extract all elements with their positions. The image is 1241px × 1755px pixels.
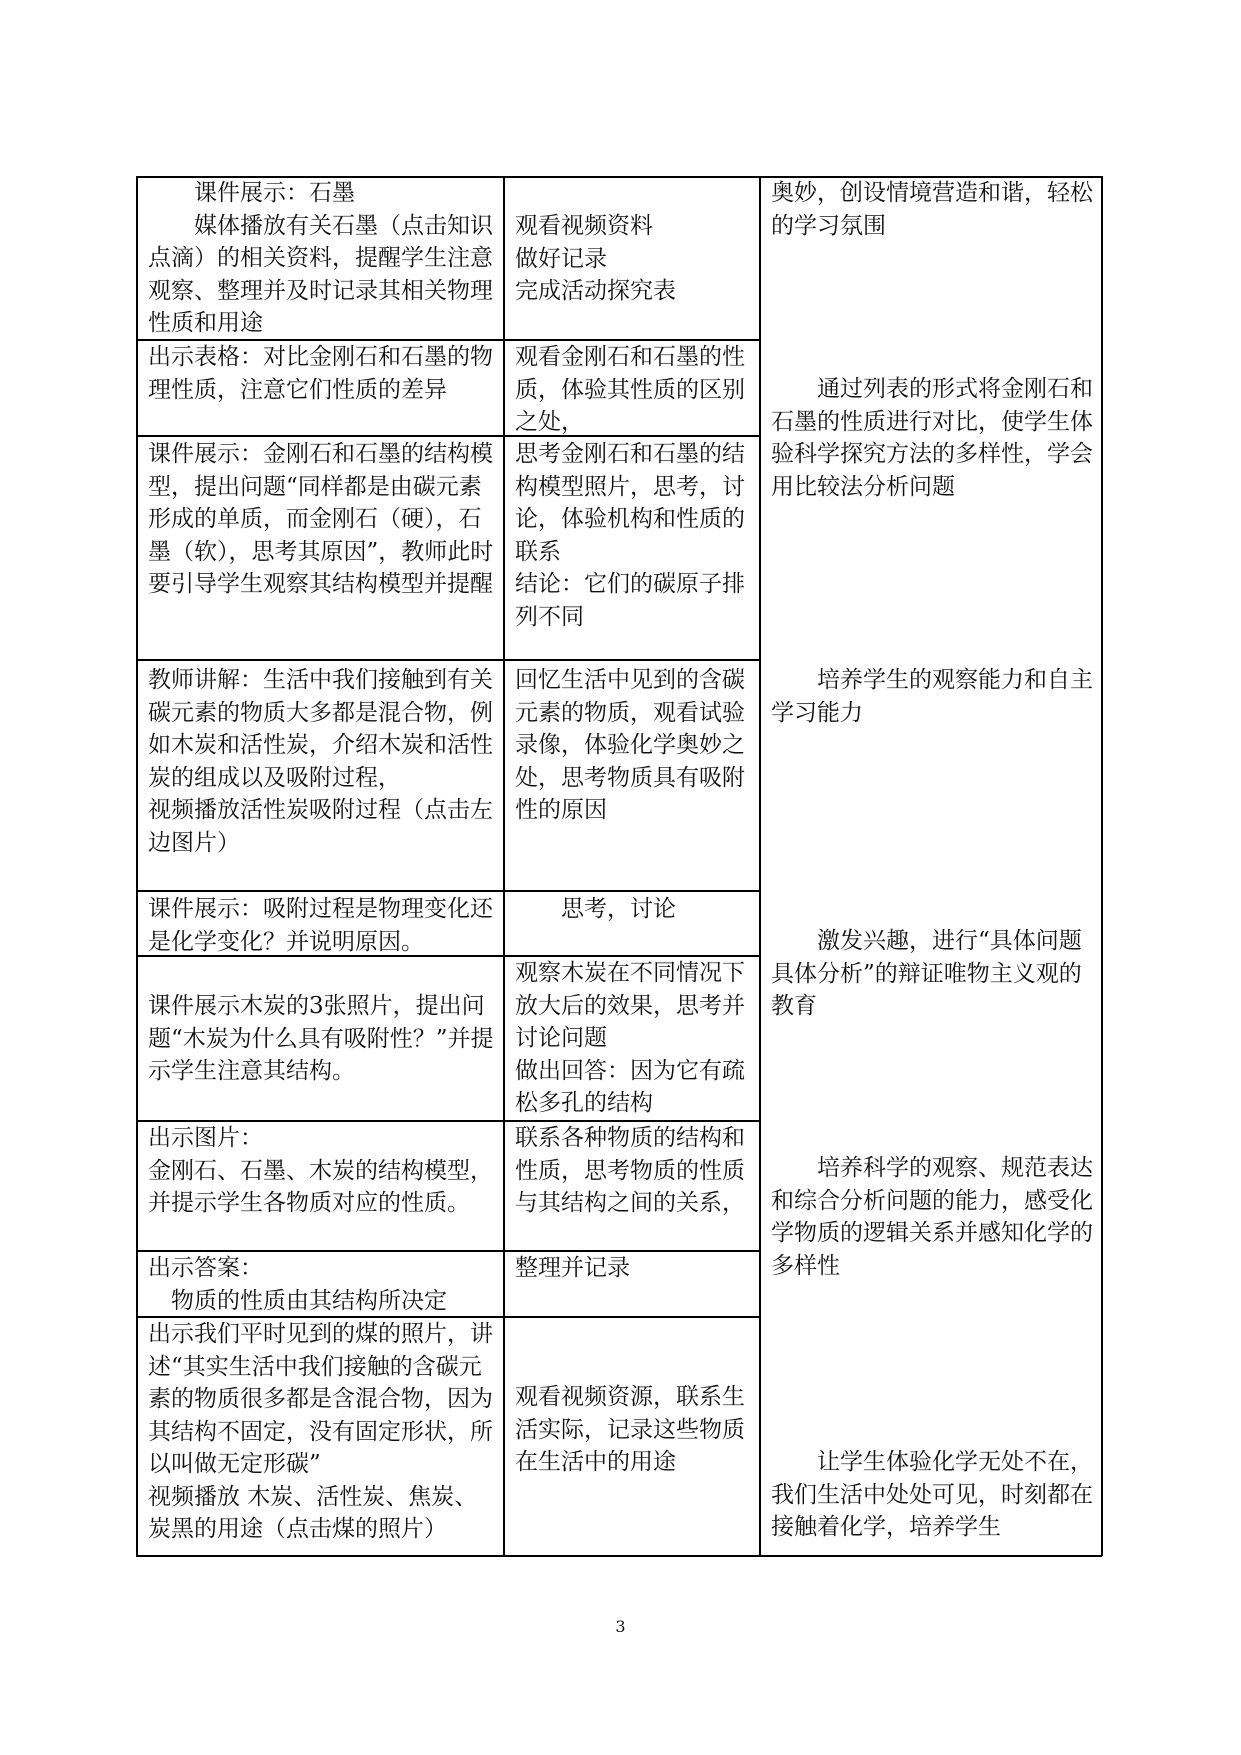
design-intent-cell: 通过列表的形式将金刚石和石墨的性质进行对比，使学生体验科学探究方法的多样性，学会用比较法分析问题: [771, 376, 1093, 500]
student-activity-cell: 整理并记录: [515, 1255, 630, 1281]
teacher-activity-cell: 教师讲解：生活中我们接触到有关碳元素的物质大多都是混合物，例如木炭和活性炭，介绍木炭和活性炭的组成以及吸附过程， 视频播放活性炭吸附过程（点击左边图片）: [148, 667, 493, 856]
table-border-left: [136, 176, 138, 1556]
teacher-activity-cell: 课件展示：金刚石和石墨的结构模型，提出问题“同样都是由碳元素形成的单质，而金刚石（硬），石墨（软），思考其原因”，教师此时要引导学生观察其结构模型并提醒: [148, 441, 494, 597]
student-activity-cell: 联系各种物质的结构和性质，思考物质的性质与其结构之间的关系，: [515, 1125, 745, 1216]
student-activity-cell: 观看视频资料 做好记录 完成活动探究表: [515, 213, 676, 304]
teacher-activity-cell: 课件展示木炭的3张照片，提出问题“木炭为什么具有吸附性？”并提示学生注意其结构。: [148, 993, 494, 1084]
student-activity-cell: 思考金刚石和石墨的结构模型照片，思考，讨论，体验机构和性质的联系 结论：它们的碳原子排列不同: [515, 441, 745, 630]
student-activity-cell: 观看视频资源，联系生活实际，记录这些物质在生活中的用途: [515, 1384, 745, 1475]
row-divider: [136, 659, 760, 661]
teacher-activity-cell: 出示答案： 物质的性质由其结构所决定: [148, 1255, 447, 1314]
design-intent-cell: 培养科学的观察、规范表达和综合分析问题的能力，感受化学物质的逻辑关系并感知化学的多样性: [771, 1155, 1093, 1279]
design-intent-cell: 奥妙，创设情境营造和谐，轻松的学习氛围: [771, 180, 1093, 239]
student-activity-cell: 观看金刚石和石墨的性质，体验其性质的区别之处，: [515, 344, 745, 435]
page-number: 3: [615, 1617, 626, 1636]
student-activity-cell: 思考，讨论: [515, 896, 676, 922]
teacher-activity-cell: 课件展示：吸附过程是物理变化还是化学变化？并说明原因。: [148, 896, 493, 955]
row-divider: [136, 890, 760, 892]
student-activity-cell: 回忆生活中见到的含碳元素的物质，观看试验录像，体验化学奥妙之处，思考物质具有吸附性的原因: [515, 667, 745, 823]
teacher-activity-cell: 出示图片： 金刚石、石墨、木炭的结构模型，并提示学生各物质对应的性质。: [148, 1125, 493, 1216]
table-border-bottom: [136, 1555, 1102, 1557]
teacher-activity-cell: 出示表格：对比金刚石和石墨的物理性质，注意它们性质的差异: [148, 344, 493, 403]
design-intent-cell: 激发兴趣，进行“具体问题具体分析”的辩证唯物主义观的教育: [771, 928, 1082, 1019]
table-border-right: [1101, 176, 1103, 1556]
table-divider-2: [759, 176, 761, 1556]
design-intent-cell: 培养学生的观察能力和自主学习能力: [771, 667, 1093, 726]
student-activity-cell: 观察木炭在不同情况下放大后的效果，思考并讨论问题 做出回答：因为它有疏松多孔的结构: [515, 960, 745, 1116]
design-intent-cell: 让学生体验化学无处不在，我们生活中处处可见，时刻都在接触着化学，培养学生: [771, 1449, 1093, 1540]
teacher-activity-cell: 课件展示：石墨 媒体播放有关石墨（点击知识点滴）的相关资料，提醒学生注意观察、整理并及时记录其相关物理性质和用途: [148, 180, 493, 336]
teacher-activity-cell: 出示我们平时见到的煤的照片，讲述“其实生活中我们接触的含碳元素的物质很多都是含混合物，因为其结构不固定，没有固定形状，所以叫做无定形碳” 视频播放 木炭、活性炭、焦炭、炭黑的用途（点击煤的照片）: [148, 1321, 493, 1542]
table-divider-1: [503, 176, 505, 1556]
